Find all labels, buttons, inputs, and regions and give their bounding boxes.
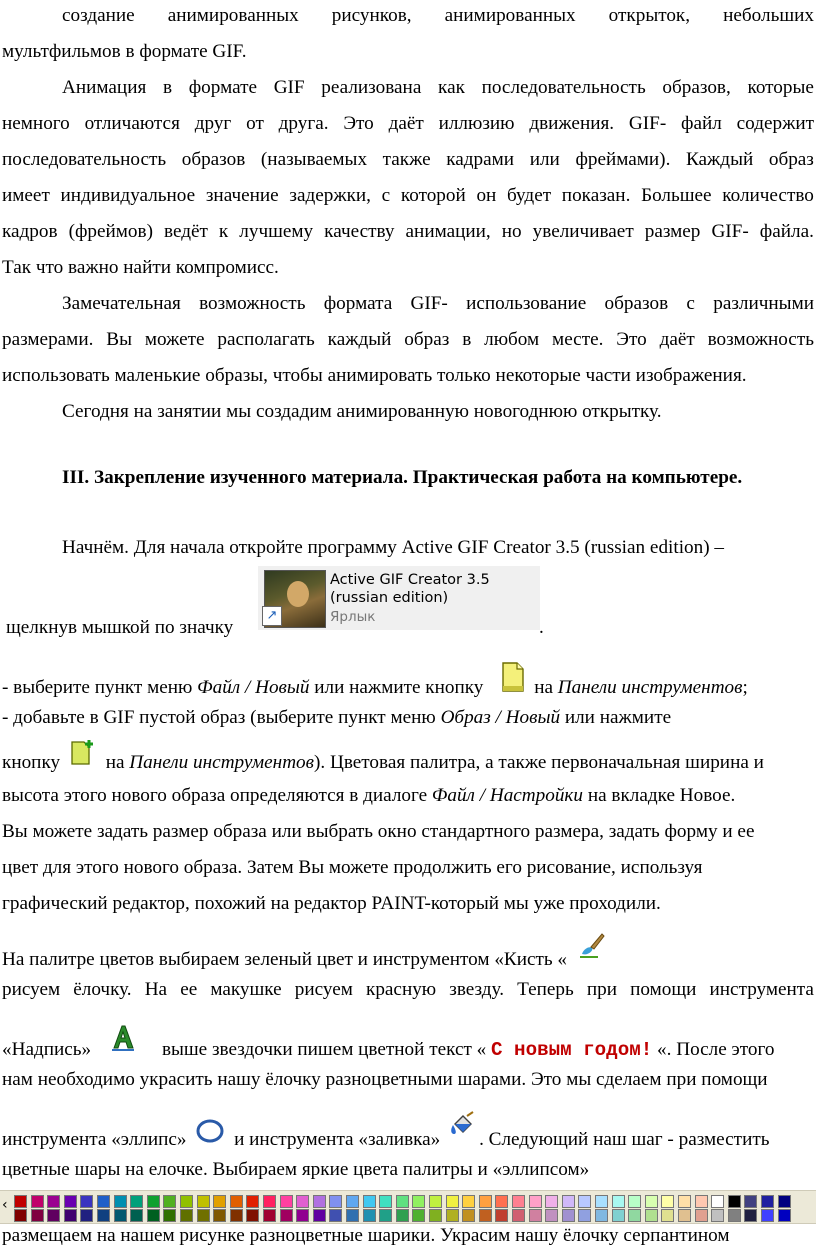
word: красную xyxy=(366,979,437,1000)
color-swatch[interactable] xyxy=(296,1195,309,1208)
color-swatch[interactable] xyxy=(562,1209,575,1222)
word: каждый xyxy=(327,329,392,350)
menu-path: Файл / Настройки xyxy=(431,785,584,806)
color-palette xyxy=(0,1190,816,1224)
text: «. После этого xyxy=(652,1038,775,1060)
color-swatch[interactable] xyxy=(114,1209,127,1222)
color-swatch[interactable] xyxy=(213,1209,226,1222)
word: ёлочку. xyxy=(73,979,132,1000)
color-swatch[interactable] xyxy=(612,1195,625,1208)
word: индивидуальное xyxy=(60,185,196,206)
color-swatch[interactable] xyxy=(744,1195,757,1208)
word: образ xyxy=(404,329,450,350)
color-swatch[interactable] xyxy=(512,1209,525,1222)
color-swatch[interactable] xyxy=(761,1209,774,1222)
color-swatch[interactable] xyxy=(180,1195,193,1208)
new-image-icon[interactable] xyxy=(69,738,97,773)
color-swatch[interactable] xyxy=(329,1209,342,1222)
ellipse-tool-icon[interactable] xyxy=(195,1118,225,1151)
color-swatch[interactable] xyxy=(396,1209,409,1222)
text-line xyxy=(62,292,814,316)
color-swatch[interactable] xyxy=(346,1209,359,1222)
text-line xyxy=(2,1032,814,1069)
text: - выберите пункт меню xyxy=(2,676,198,698)
color-swatch[interactable] xyxy=(64,1195,77,1208)
text-line xyxy=(2,784,814,808)
word: ведёт xyxy=(164,221,208,242)
text-line xyxy=(62,4,814,28)
text: кнопку xyxy=(2,751,61,773)
word: инструмента xyxy=(709,979,814,1000)
text-line xyxy=(2,942,814,979)
word: он xyxy=(476,185,497,206)
word: при xyxy=(586,979,618,1000)
color-swatch[interactable] xyxy=(628,1209,641,1222)
word: увеличивает xyxy=(532,221,634,242)
word: звезду. xyxy=(449,979,505,1000)
color-swatch[interactable] xyxy=(197,1195,210,1208)
word: Это xyxy=(616,329,647,350)
word: отличаются xyxy=(84,113,180,134)
color-swatch[interactable] xyxy=(213,1195,226,1208)
color-swatch[interactable] xyxy=(97,1209,110,1222)
word: использование xyxy=(466,293,587,314)
brush-icon[interactable] xyxy=(576,930,606,967)
shortcut-type: Ярлык xyxy=(330,609,376,625)
word: На xyxy=(144,979,168,1000)
color-swatch[interactable] xyxy=(695,1209,708,1222)
color-swatch[interactable] xyxy=(678,1209,691,1222)
color-swatch[interactable] xyxy=(313,1209,326,1222)
color-swatch[interactable] xyxy=(130,1195,143,1208)
color-swatch[interactable] xyxy=(80,1195,93,1208)
color-swatch[interactable] xyxy=(412,1195,425,1208)
text-line: мультфильмов в формате GIF. xyxy=(2,41,247,62)
fill-tool-icon[interactable] xyxy=(447,1110,477,1147)
color-swatch[interactable] xyxy=(628,1195,641,1208)
color-swatch[interactable] xyxy=(114,1195,127,1208)
shortcut-arrow-icon: ↗ xyxy=(262,606,282,626)
word: фреймами). xyxy=(575,149,671,170)
word: файла. xyxy=(759,221,814,242)
word: анимации, xyxy=(405,221,491,242)
color-swatch[interactable] xyxy=(180,1209,193,1222)
color-swatch[interactable] xyxy=(661,1209,674,1222)
color-swatch[interactable] xyxy=(761,1195,774,1208)
word: будет xyxy=(507,185,552,206)
color-swatch[interactable] xyxy=(545,1195,558,1208)
color-swatch[interactable] xyxy=(728,1195,741,1208)
color-swatch[interactable] xyxy=(296,1209,309,1222)
color-swatch[interactable] xyxy=(130,1209,143,1222)
word: от xyxy=(246,113,264,134)
word: реализована xyxy=(321,77,422,98)
text: ). Цветовая палитра, а также первоначальная ширина и xyxy=(314,751,764,773)
word: GIF- xyxy=(410,293,448,314)
word: можете xyxy=(144,329,205,350)
text-line: Сегодня на занятии мы создадим анимированную новогоднюю открытку. xyxy=(62,401,662,422)
color-swatch[interactable] xyxy=(512,1195,525,1208)
color-swatch[interactable] xyxy=(47,1195,60,1208)
color-swatch[interactable] xyxy=(280,1209,293,1222)
word: значение xyxy=(205,185,279,206)
text-line xyxy=(2,706,814,730)
word: качеству xyxy=(324,221,395,242)
text: или нажмите кнопку xyxy=(309,676,484,698)
word: возможность xyxy=(707,329,814,350)
word: друг xyxy=(194,113,232,134)
word: кадрами xyxy=(446,149,515,170)
color-swatch[interactable] xyxy=(495,1209,508,1222)
color-swatch[interactable] xyxy=(711,1195,724,1208)
text: На палитре цветов выбираем зеленый цвет и инструментом «Кисть « xyxy=(2,948,568,970)
word: к xyxy=(218,221,229,242)
word: GIF- xyxy=(711,221,749,242)
text-line xyxy=(2,148,814,172)
color-swatch[interactable] xyxy=(562,1195,575,1208)
word: показан. xyxy=(561,185,631,206)
color-swatch[interactable] xyxy=(446,1209,459,1222)
color-swatch[interactable] xyxy=(778,1195,791,1208)
text-line: щелкнув мышкой по значку xyxy=(6,617,234,638)
color-swatch[interactable] xyxy=(479,1195,492,1208)
text: и инструмента «заливка» xyxy=(229,1128,441,1150)
word: создание xyxy=(62,5,135,26)
color-swatch[interactable] xyxy=(695,1195,708,1208)
toolbar-ref: Панели инструментов xyxy=(557,676,743,698)
color-swatch[interactable] xyxy=(80,1209,93,1222)
text: на xyxy=(100,751,130,773)
color-swatch[interactable] xyxy=(163,1209,176,1222)
color-swatch[interactable] xyxy=(363,1195,376,1208)
color-swatch[interactable] xyxy=(462,1209,475,1222)
color-swatch[interactable] xyxy=(595,1195,608,1208)
word: Большее xyxy=(641,185,712,206)
word: размер xyxy=(644,221,701,242)
word: в xyxy=(462,329,472,350)
color-swatch[interactable] xyxy=(462,1195,475,1208)
word: (фреймов) xyxy=(68,221,153,242)
text-line: Вы можете задать размер образа или выбрать окно стандартного размера, задать форму и ее xyxy=(2,821,755,842)
text: или нажмите xyxy=(560,707,672,728)
word: формате xyxy=(188,77,257,98)
text-line xyxy=(2,184,814,208)
color-swatch[interactable] xyxy=(379,1209,392,1222)
color-swatch[interactable] xyxy=(744,1209,757,1222)
text: инструмента «эллипс» xyxy=(2,1128,187,1150)
toolbar-ref: Панели инструментов xyxy=(129,751,314,773)
word: кадров xyxy=(2,221,58,242)
text-line: цвет для этого нового образа. Затем Вы можете продолжить его рисование, используя xyxy=(2,857,703,878)
color-swatch[interactable] xyxy=(31,1195,44,1208)
word: образ xyxy=(768,149,814,170)
text-line: Начнём. Для начала откройте программу Active GIF Creator 3.5 (russian edition) – xyxy=(62,537,724,558)
text: . Следующий наш шаг - разместить xyxy=(479,1128,770,1150)
color-swatch[interactable] xyxy=(612,1209,625,1222)
text-tool-icon[interactable] xyxy=(108,1022,138,1059)
word: рисуем xyxy=(294,979,353,1000)
word: возможность xyxy=(199,293,306,314)
word: файл xyxy=(681,113,722,134)
color-swatch[interactable] xyxy=(429,1209,442,1222)
color-swatch[interactable] xyxy=(230,1195,243,1208)
word: макушке xyxy=(210,979,282,1000)
color-swatch[interactable] xyxy=(197,1209,210,1222)
word: формата xyxy=(323,293,393,314)
word: GIF- xyxy=(628,113,667,134)
word: располагать xyxy=(217,329,315,350)
word: анимированных xyxy=(444,5,576,26)
color-swatch[interactable] xyxy=(246,1195,259,1208)
color-swatch[interactable] xyxy=(346,1195,359,1208)
word: последовательность xyxy=(2,149,167,170)
word: друга. xyxy=(278,113,329,134)
word: которой xyxy=(400,185,466,206)
color-swatch[interactable] xyxy=(163,1195,176,1208)
word: помощи xyxy=(630,979,697,1000)
color-swatch[interactable] xyxy=(230,1209,243,1222)
text-line: . xyxy=(539,617,544,638)
text: - добавьте в GIF пустой образ (выберите пункт меню xyxy=(2,707,441,728)
word: Теперь xyxy=(517,979,574,1000)
color-swatch[interactable] xyxy=(728,1209,741,1222)
text: высота этого нового образа определяются в диалоге xyxy=(2,785,432,806)
color-swatch[interactable] xyxy=(529,1195,542,1208)
word: Каждый xyxy=(685,149,754,170)
word: даёт xyxy=(659,329,695,350)
color-swatch[interactable] xyxy=(14,1209,27,1222)
color-swatch[interactable] xyxy=(363,1209,376,1222)
color-swatch[interactable] xyxy=(645,1195,658,1208)
color-swatch[interactable] xyxy=(595,1209,608,1222)
word: лучшему xyxy=(239,221,314,242)
new-file-icon[interactable] xyxy=(500,662,526,699)
color-swatch[interactable] xyxy=(280,1195,293,1208)
color-swatch[interactable] xyxy=(545,1209,558,1222)
word: или xyxy=(529,149,560,170)
color-swatch[interactable] xyxy=(97,1195,110,1208)
word: имеет xyxy=(2,185,50,206)
color-swatch[interactable] xyxy=(31,1209,44,1222)
text-line xyxy=(2,978,814,1002)
section-heading: III. Закрепление изученного материала. Практическая работа на компьютере. xyxy=(62,467,743,488)
text-line xyxy=(2,220,814,244)
word: Замечательная xyxy=(62,293,181,314)
color-swatch[interactable] xyxy=(645,1209,658,1222)
text: «Надпись» xyxy=(2,1038,92,1060)
word: с xyxy=(686,293,695,314)
text-line xyxy=(2,746,814,781)
word: с xyxy=(381,185,391,206)
word: последовательность xyxy=(481,77,646,98)
color-swatch[interactable] xyxy=(479,1209,492,1222)
word: как xyxy=(438,77,465,98)
color-swatch[interactable] xyxy=(495,1195,508,1208)
word: немного xyxy=(2,113,70,134)
text-line xyxy=(2,112,814,136)
text-line: нам необходимо украсить нашу ёлочку разноцветными шарами. Это мы сделаем при помощи xyxy=(2,1069,768,1090)
word: образов xyxy=(181,149,246,170)
menu-path: Файл / Новый xyxy=(197,676,310,698)
color-swatch[interactable] xyxy=(379,1195,392,1208)
color-swatch[interactable] xyxy=(429,1195,442,1208)
text-line: Так что важно найти компромисс. xyxy=(2,257,279,278)
text: на вкладке Новое. xyxy=(583,785,736,806)
shortcut-name: Active GIF Creator 3.5 (russian edition) xyxy=(330,572,490,606)
word: любом xyxy=(484,329,540,350)
word: рисуем xyxy=(2,979,61,1000)
text: выше звездочки пишем цветной текст « xyxy=(161,1038,492,1060)
word: анимированных xyxy=(167,5,299,26)
color-swatch[interactable] xyxy=(263,1209,276,1222)
word: но xyxy=(501,221,522,242)
palette-scroll-left-icon[interactable]: ‹ xyxy=(2,1197,8,1213)
color-swatch[interactable] xyxy=(661,1195,674,1208)
word: иллюзию xyxy=(438,113,515,134)
word: образов, xyxy=(662,77,731,98)
color-swatch[interactable] xyxy=(678,1195,691,1208)
text-line xyxy=(2,1122,814,1159)
word: количество xyxy=(722,185,814,206)
word: (называемых xyxy=(260,149,368,170)
word: месте. xyxy=(552,329,604,350)
word: GIF xyxy=(273,77,305,98)
word: ее xyxy=(180,979,198,1000)
word: Вы xyxy=(106,329,132,350)
color-swatch[interactable] xyxy=(47,1209,60,1222)
color-swatch[interactable] xyxy=(147,1195,160,1208)
text-line: размещаем на нашем рисунке разноцветные шарики. Украсим нашу ёлочку серпантином xyxy=(2,1225,730,1246)
greeting-text: С новым годом! xyxy=(491,1038,653,1061)
word: различными xyxy=(713,293,814,314)
color-swatch[interactable] xyxy=(446,1195,459,1208)
word: Анимация xyxy=(62,77,147,98)
text-line xyxy=(2,328,814,352)
word: содержит xyxy=(736,113,814,134)
color-swatch[interactable] xyxy=(778,1209,791,1222)
word: в xyxy=(162,77,173,98)
word: даёт xyxy=(388,113,424,134)
word: также xyxy=(382,149,431,170)
word: размерами. xyxy=(2,329,94,350)
word: задержки, xyxy=(289,185,371,206)
text-line: графический редактор, похожий на редактор PAINT-который мы уже проходили. xyxy=(2,893,661,914)
word: Это xyxy=(343,113,374,134)
menu-path: Образ / Новый xyxy=(440,707,561,728)
word: которые xyxy=(747,77,814,98)
color-swatch[interactable] xyxy=(396,1195,409,1208)
color-swatch[interactable] xyxy=(263,1195,276,1208)
text-line xyxy=(62,76,814,100)
color-swatch[interactable] xyxy=(711,1209,724,1222)
text-line xyxy=(2,670,814,707)
color-swatch[interactable] xyxy=(329,1195,342,1208)
color-swatch[interactable] xyxy=(64,1209,77,1222)
color-swatch[interactable] xyxy=(14,1195,27,1208)
word: движения. xyxy=(529,113,615,134)
text: ; xyxy=(742,676,748,698)
color-swatch[interactable] xyxy=(578,1195,591,1208)
word: рисунков, xyxy=(331,5,412,26)
word: небольших xyxy=(723,5,814,26)
color-swatch[interactable] xyxy=(578,1209,591,1222)
text: на xyxy=(534,676,558,698)
color-swatch[interactable] xyxy=(412,1209,425,1222)
color-swatch[interactable] xyxy=(147,1209,160,1222)
color-swatch[interactable] xyxy=(246,1209,259,1222)
color-swatch[interactable] xyxy=(313,1195,326,1208)
word: образов xyxy=(604,293,669,314)
color-swatch[interactable] xyxy=(529,1209,542,1222)
text-line: цветные шары на елочке. Выбираем яркие цвета палитры и «эллипсом» xyxy=(2,1159,590,1180)
word: открыток, xyxy=(608,5,691,26)
text-line: использовать маленькие образы, чтобы анимировать только некоторые части изображения. xyxy=(2,365,747,386)
